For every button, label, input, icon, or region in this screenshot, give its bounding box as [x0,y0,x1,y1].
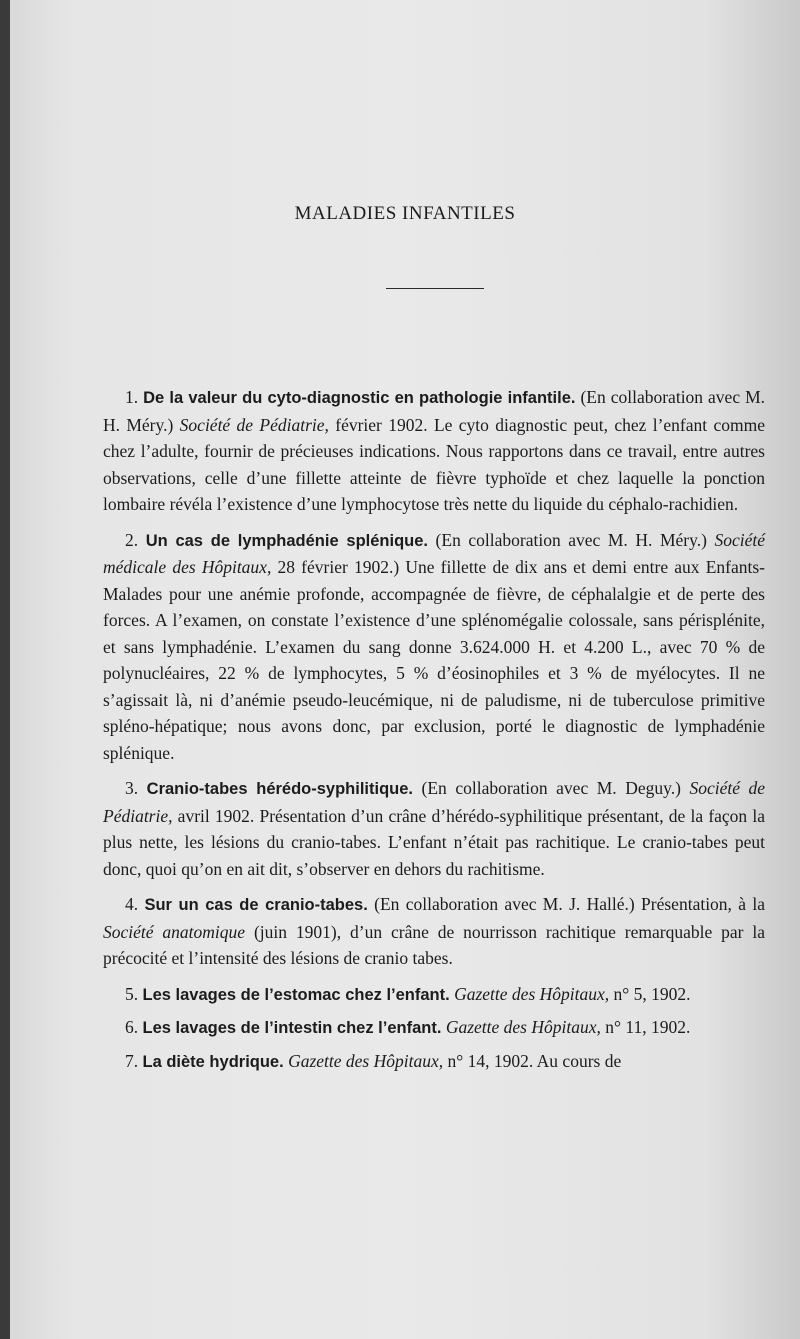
entry-collab: (En collaboration avec M. Deguy.) [413,778,690,798]
entry-number: 1. [125,387,139,407]
entry-text: février 1902. Le cyto diagnostic peut, chez l’enfant comme chez l’adulte, fournir de précieuses indications. Nous rapportons dans ce travail, entre autres observations, celle d’une fillette atteinte de fièvre typhoïde et chez laquelle la ponction lombaire révéla l’existence d’une lymphocytose très nette du liquide du céphalo-rachidien. [103,414,765,514]
entry-text: (juin 1901), d’un crâne de nourrisson rachitique remarquable par la précocité et l’intensité des lésions de cranio tabes. [103,921,766,968]
entry-collab: (En collaboration avec M. H. Méry.) [428,529,715,550]
entry-heading: Cranio-tabes hérédo-syphilitique. [146,780,414,798]
entry-journal: Gazette des Hôpitaux, [454,983,610,1004]
entry-collab: (En collaboration avec M. H. Méry.) [103,387,765,435]
entry-number: 2. [125,529,139,550]
entry-heading: Les lavages de l’intestin chez l’enfant. [142,1019,442,1037]
entry-heading: Sur un cas de cranio-tabes. [144,896,368,914]
entries-list [103,384,765,1081]
entry-text: n° 14, 1902. Au cours de [443,1050,622,1071]
entry-journal: Société médicale des Hôpitaux, [103,529,765,577]
entry-text: n° 11, 1902. [600,1017,691,1037]
entry-heading: De la valeur du cyto-diagnostic en pathologie infantile. [143,389,576,407]
entry-6 [103,1014,765,1042]
entry-3 [103,775,765,882]
entry-text: avril 1902. Présentation d’un crâne d’hérédo-syphilitique présentant, de la façon la plus nette, les lésions du cranio-tabes. L’enfant n’était pas rachitique. Le cranio-tabes peut donc, quoi qu’on en ait dit, s’observer en dehors du rachitisme. [103,805,765,879]
entry-collab: (En collaboration avec M. J. Hallé.) Présentation, à la [367,894,766,914]
entry-1 [103,384,765,518]
entry-journal: Société anatomique [103,921,246,942]
entry-heading: Les lavages de l’estomac chez l’enfant. [142,985,450,1004]
document-page [10,0,800,1339]
entry-number: 5. [125,983,139,1004]
entry-journal: Société de Pédiatrie, [103,778,766,826]
entry-number: 3. [125,778,139,798]
entry-journal: Gazette des Hôpitaux, [445,1017,601,1037]
entry-text: n° 5, 1902. [609,983,691,1004]
entry-7 [103,1048,765,1076]
section-title: MALADIES INFANTILES [294,203,516,224]
entry-heading: Un cas de lymphadénie splénique. [145,531,428,550]
entry-journal: Gazette des Hôpitaux, [288,1050,444,1071]
entry-journal: Société de Pédiatrie, [179,414,329,435]
entry-number: 4. [125,894,139,914]
entry-number: 7. [125,1050,139,1071]
entry-2 [103,527,765,767]
entry-5 [103,981,765,1009]
title-rule [386,288,484,289]
entry-text: 28 février 1902.) Une fillette de dix ans et demi entre aux Enfants-Malades pour une anémie profonde, accompagnée de fièvre, de céphalalgie et de perte des forces. A l’examen, on constate l’existence d’une splénomégalie colossale, sans périsplénite, et sans lymphadénie. L’examen du sang donne 3.624.000 H. et 4.200 L., avec 70 % de polynucléaires, 22 % de lymphocytes, 5 % d’éosinophiles et 3 % de myélocytes. Il ne s’agissait là, ni d’anémie pseudo-leucémique, ni de paludisme, ni de tuberculose primitive spléno-hépatique; nous avons donc, par exclusion, porté le diagnostic de lymphadénie splénique. [103,557,765,763]
entry-number: 6. [125,1017,139,1037]
entry-heading: La diète hydrique. [142,1052,284,1071]
entry-4 [103,891,765,972]
